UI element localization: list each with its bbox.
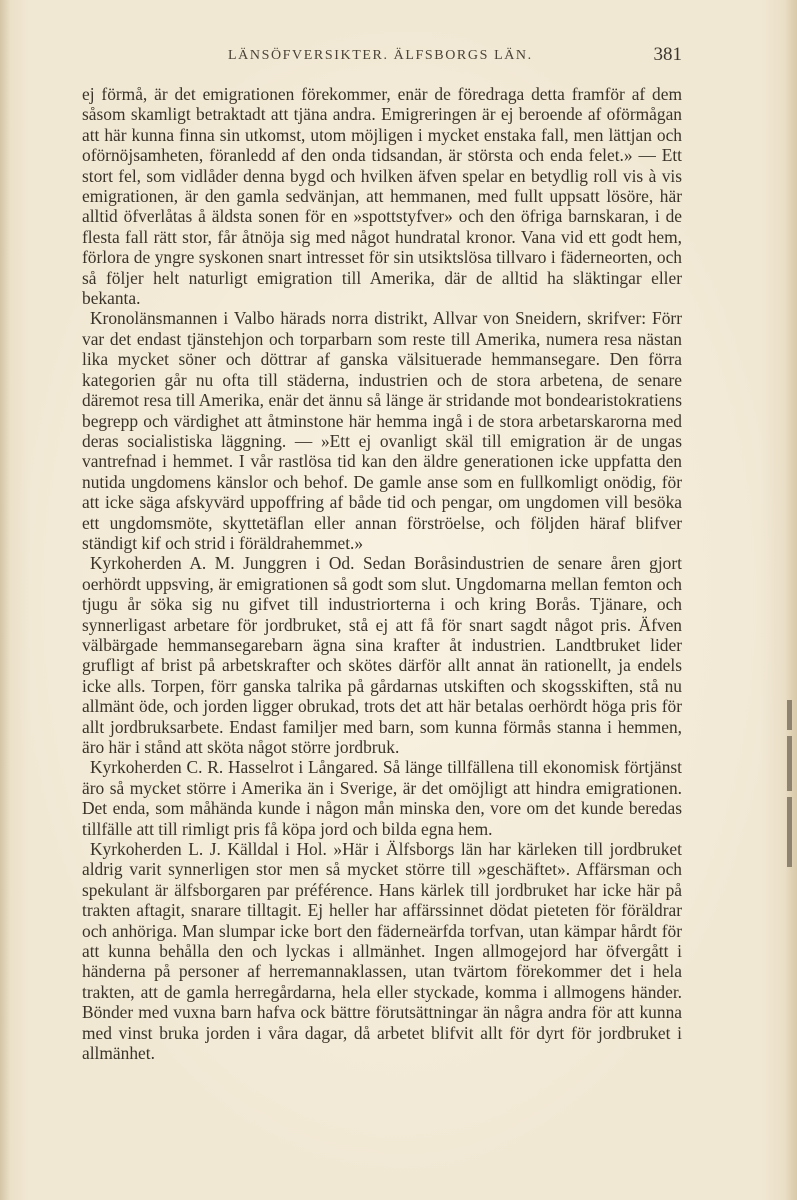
binding-marks [787,700,795,900]
binding-mark [787,700,792,730]
paragraph-valbo: Kronolänsmannen i Valbo härads norra distrikt, Allvar von Sneidern, skrifver: Förr var det endast tjänstehjon och torparbarn som reste till Amerika, numera resa nästan lika mycket söner och döttrar af ganska välsituerade hemmansegare. Den förra kategorien går nu ofta till städerna, industrien och de stora arbetena, de senare däremot resa till Amerika, enär det ännu så länge är stridande mot bondearistokratiens begrepp och värdighet att åtminstone här hemma ingå i de stora arbetarskarorna med deras socialistiska läggning. — »Ett ej ovanligt skäl till emigration är de ungas vantrefnad i hemmet. I vår rastlösa tid kan den äldre generationen icke uppfatta den nutida ungdomens känslor och behof. De gamle anse som en fullkomligt onödig, för att icke säga afskyvärd uppoffring af både tid och pengar, om ungdomen vill besöka ett ungdomsmöte, skyttetäflan eller annan förströelse, och följden häraf blifver ständigt kif och strid i föräldrahemmet.» [82,308,682,553]
page-left-edge-shadow [0,0,10,1200]
paragraph-continuation: ej förmå, är det emigrationen förekommer, enär de föredraga detta framför af dem såsom skamligt betraktadt att tjäna andra. Emigreringen är ej beroende af oförmågan att här kunna finna sin utkomst, utom möjligen i mycket enstaka fall, men lättjan och oförnöjsamheten, föranledd af den onda tidsandan, är största och enda felet.» — Ett stort fel, som vidlåder denna bygd och hvilken äfven spelar en betydlig roll vis à vis emigrationen, är den gamla sedvänjan, att hemmanen, med fullt uppsatt lösöre, här alltid öfverlåtas å äldsta sonen för en »spottstyfver» och den öfriga barnskaran, i de flesta fall rätt stor, får åtnöja sig med något hundratal kronor. Vana vid ett godt hem, förlora de yngre syskonen snart intresset för sin utsiktslösa tillvaro i fäderneorten, och så följer helt naturligt emigration till Amerika, där de alltid ha släktingar eller bekanta. [82,84,682,309]
paragraph-hol: Kyrkoherden L. J. Källdal i Hol. »Här i Älfsborgs län har kärleken till jordbruket aldrig varit synnerligen stor men så mycket större till »geschäftet». Affärsman och spekulant är älfsborgaren par préférence. Hans kärlek till jordbruket har icke här på trakten aftagit, snarare tilltagit. Ej heller har affärssinnet dödat pieteten för föräldrar och anhöriga. Man slumpar icke bort den fäderneärfda torfvan, utan kämpar hårdt för att kunna behålla den och lyckas i allmänhet. Ingen allmogejord har öfvergått i händerna på personer af herremannaklassen, utan tvärtom förekommer det i hela trakten, att de gamla herregårdarna, hela eller styckade, komma i allmogens händer. Bönder med vuxna barn hafva ock bättre förutsättningar än några andra för att kunna med vinst bruka jorden i våra dagar, då arbetet blifvit allt för dyrt för jordbruket i allmänhet. [82,839,682,1064]
binding-mark [787,797,792,867]
paragraph-od: Kyrkoherden A. M. Junggren i Od. Sedan Boråsindustrien de senare åren gjort oerhördt uppsving, är emigrationen så godt som slut. Ungdomarna mellan femton och tjugu år söka sig nu gifvet till industriorterna i och kring Borås. Tjänare, och synnerligast arbetare för jordbruket, stå ej att få för snart sagdt något pris. Äfven välbärgade hemmansegarebarn ägna sina krafter åt industrien. Landtbruket lider grufligt af brist på arbetskrafter och skötes därför allt annat än rationellt, ja endels icke alls. Torpen, förr ganska talrika på gårdarnas utskiften och skogsskiften, stå nu allmänt öde, och jorden ligger obrukad, trots det att här betalas oerhördt höga pris för allt jordbruksarbete. Endast familjer med barn, som kunna förmås stanna i hemmen, äro här i stånd att sköta något större jordbruk. [82,553,682,757]
page-header [82,44,682,68]
page-right-edge-shadow [785,0,797,1200]
running-title: LÄNSÖFVERSIKTER. ÄLFSBORGS LÄN. [228,48,533,63]
binding-mark [787,736,792,791]
paragraph-langared: Kyrkoherden C. R. Hasselrot i Långared. Så länge tillfällena till ekonomisk förtjänst äro så mycket större i Amerika än i Sverige, är det omöjligt att hindra emigrationen. Det enda, som måhända kunde i någon mån minska den, vore om det kunde beredas tillfälle att till rimligt pris få köpa jord och bilda egna hem. [82,757,682,839]
body-text [82,84,682,1064]
page-number: 381 [653,44,682,65]
